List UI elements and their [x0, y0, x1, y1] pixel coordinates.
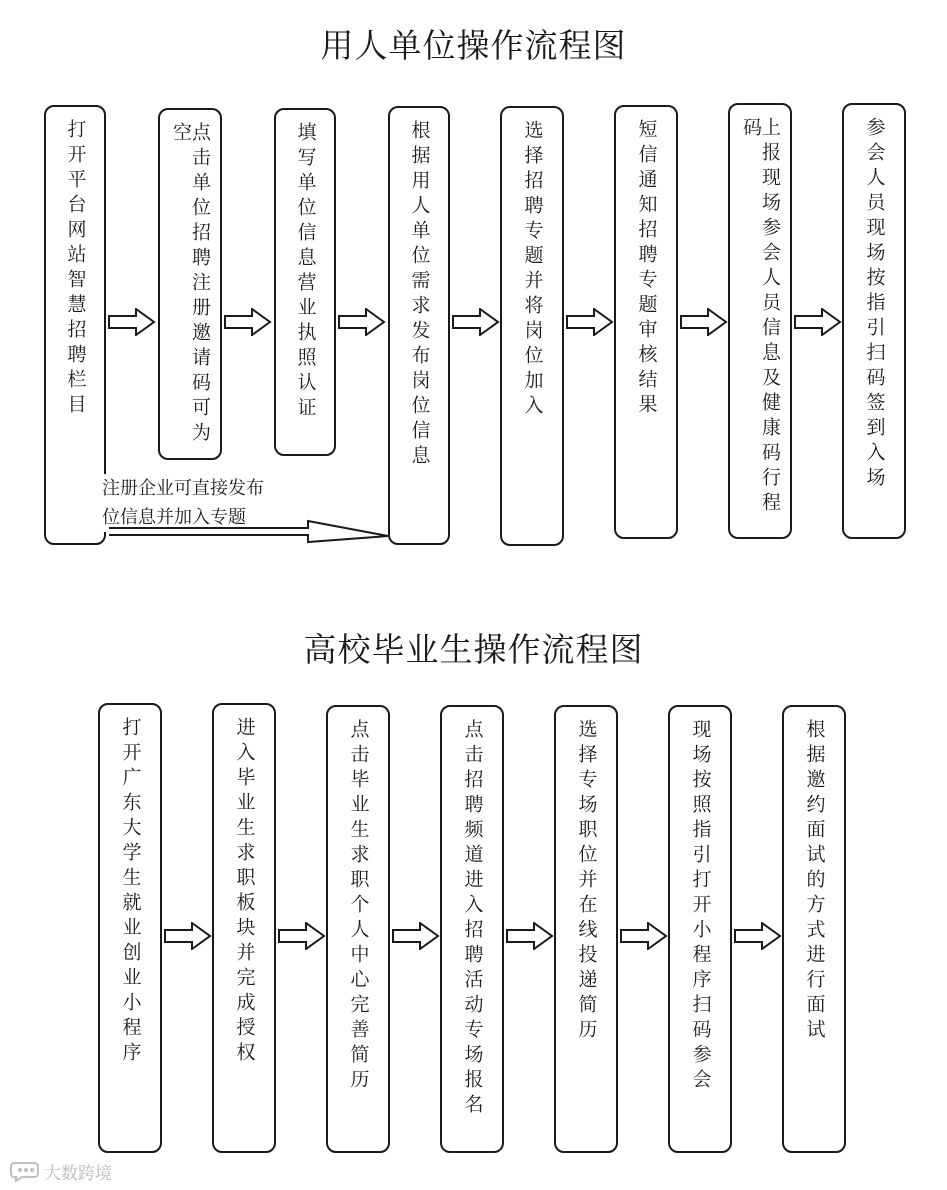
diagram2-title: 高校毕业生操作流程图: [303, 630, 644, 669]
flow1-step-2: [158, 108, 222, 460]
flow2-step-6-label: 现场按照指引打开小程序扫码参会: [689, 719, 712, 1094]
flow1-step-5: [500, 106, 564, 546]
flow2-step-3-label: 点击毕业生求职个人中心完善简历: [347, 719, 370, 1094]
flow1-step-4: [388, 106, 450, 545]
flow2-step-1-label: 打开广东大学生就业创业小程序: [119, 717, 142, 1067]
flow1-arrow-6-icon: [680, 308, 728, 336]
flow2-step-3: [326, 705, 390, 1153]
flow2-arrow-6-icon: [734, 922, 782, 950]
flow2-step-4-label: 点击招聘频道进入招聘活动专场报名: [461, 719, 484, 1119]
flow2-arrow-4-icon: [506, 922, 554, 950]
flow2-arrow-1-icon: [164, 922, 212, 950]
flow1-step-4-label: 根据用人单位需求发布岗位信息: [408, 120, 431, 470]
flow1-step-1-label: 打开平台网站智慧招聘栏目: [64, 119, 87, 419]
flow2-step-5: [554, 705, 618, 1153]
flow1-step-7-label: 上报现场参会人员信息及健康码行程码: [740, 117, 781, 517]
flow2-step-2: [212, 703, 276, 1153]
watermark-text: 大数跨境: [44, 1163, 112, 1184]
skip-note-line-1: 注册企业可直接发布: [102, 478, 264, 499]
watermark: [10, 1158, 135, 1184]
flow1-step-1: [44, 105, 106, 545]
skip-arrow-icon: [108, 518, 390, 544]
skip-note-line-2: 位信息并加入专题: [102, 507, 246, 528]
flow1-arrow-5-icon: [566, 308, 614, 336]
flow1-step-3: [274, 108, 336, 456]
flow2-step-5-label: 选择专场职位并在线投递简历: [575, 719, 598, 1044]
flow1-arrow-3-icon: [338, 308, 386, 336]
flow2-arrow-5-icon: [620, 922, 668, 950]
flow2-step-6: [668, 705, 732, 1153]
flow2-step-2-label: 进入毕业生求职板块并完成授权: [233, 717, 256, 1067]
flow1-step-2-label: 点击单位招聘注册邀请码可为空: [170, 122, 211, 447]
flow1-arrow-2-icon: [224, 308, 272, 336]
flow2-step-7: [782, 705, 846, 1153]
flow2-arrow-3-icon: [392, 922, 440, 950]
flow1-step-8: [842, 103, 906, 539]
flow2-step-7-label: 根据邀约面试的方式进行面试: [803, 719, 826, 1044]
flow1-step-6: [614, 105, 678, 539]
flow2-step-4: [440, 705, 504, 1153]
flow1-step-3-label: 填写单位信息营业执照认证: [294, 122, 317, 422]
flow2-step-1: [98, 703, 162, 1153]
flow1-step-6-label: 短信通知招聘专题审核结果: [635, 119, 658, 419]
flow1-arrow-1-icon: [108, 308, 156, 336]
bubble-logo-icon: [10, 1160, 40, 1182]
diagram1-title: 用人单位操作流程图: [320, 26, 627, 65]
flow1-arrow-4-icon: [452, 308, 500, 336]
flow1-arrow-7-icon: [794, 308, 842, 336]
flow1-step-5-label: 选择招聘专题并将岗位加入: [521, 120, 544, 420]
flow1-step-7: [728, 103, 792, 539]
flow1-step-8-label: 参会人员现场按指引扫码签到入场: [863, 117, 886, 492]
flow2-arrow-2-icon: [278, 922, 326, 950]
